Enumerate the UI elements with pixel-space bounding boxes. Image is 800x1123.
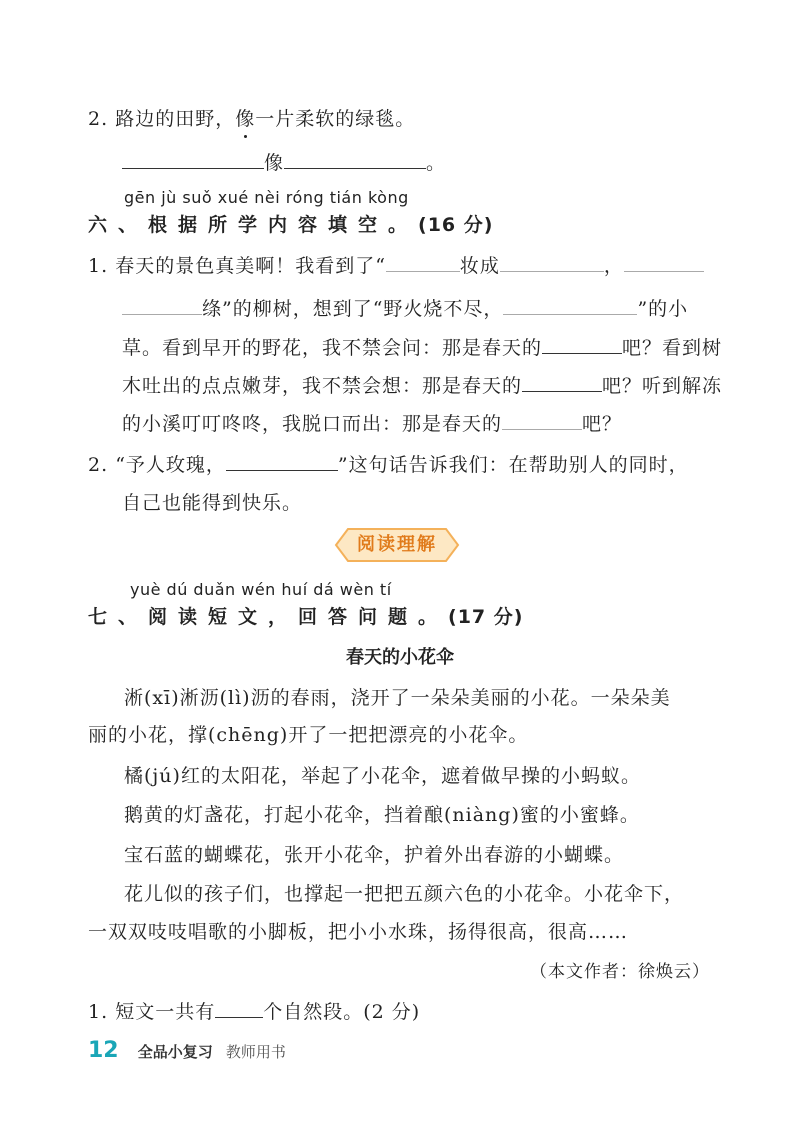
question-number: 2.	[88, 454, 109, 476]
line-text: 春天的景色真美啊！我看到了“	[115, 255, 386, 277]
section7-heading-text: 七、阅读短文，回答问题。	[88, 606, 449, 628]
fill-line-simile	[122, 148, 446, 175]
page-footer	[88, 1038, 286, 1063]
s6-q2-line2: 自己也能得到快乐。	[122, 492, 303, 514]
s6-q1-line1	[88, 251, 704, 278]
s6-q1-line4	[122, 371, 722, 398]
blank[interactable]	[503, 296, 637, 315]
passage-author: （本文作者：徐焕云）	[530, 962, 710, 982]
passage-para5-line2: 一双双吱吱唱歌的小脚板，把小小水珠，扬得很高，很高……	[88, 921, 629, 943]
blank[interactable]	[522, 373, 602, 392]
passage-title: 春天的小花伞	[346, 647, 454, 668]
fill-connector: 像	[264, 152, 285, 174]
s7-q1	[88, 997, 420, 1024]
blank[interactable]	[624, 253, 704, 272]
passage-para3: 鹅黄的灯盏花，打起小花伞，挡着酿(niàng)蜜的小蜜蜂。	[124, 804, 640, 826]
line-text: 的小溪叮叮咚咚，我脱口而出：那是春天的	[122, 413, 503, 435]
line-text: “予人玫瑰，	[115, 454, 226, 476]
footer-brand: 全品小复习	[137, 1043, 213, 1061]
line-text: ，	[603, 255, 624, 277]
blank[interactable]	[542, 335, 622, 354]
passage-para1-line2: 丽的小花，撑(chēng)开了一把把漂亮的小花伞。	[88, 724, 529, 746]
blank[interactable]	[215, 999, 263, 1018]
line-text: 绦”的柳树，想到了“野火烧不尽，	[202, 298, 504, 320]
line-text: 个自然段。(2 分)	[263, 1001, 421, 1023]
passage-para1-line1: 淅(xī)淅沥(lì)沥的春雨，浇开了一朵朵美丽的小花。一朵朵美	[124, 687, 671, 709]
blank[interactable]	[226, 452, 338, 471]
question-2-top	[88, 104, 415, 131]
section6-heading	[88, 210, 493, 237]
passage-para5-line1: 花儿似的孩子们，也撑起一把把五颜六色的小花伞。小花伞下，	[124, 883, 685, 905]
footer-subtitle: 教师用书	[225, 1043, 286, 1061]
s6-q1-line3	[122, 333, 722, 360]
line-text: 短文一共有	[115, 1001, 216, 1023]
line-text: 木吐出的点点嫩芽，我不禁会想：那是春天的	[122, 375, 523, 397]
s6-q1-line5	[122, 409, 622, 436]
reading-comprehension-badge	[334, 527, 460, 563]
line-text: 妆成	[459, 255, 500, 277]
section6-heading-text: 六、根据所学内容填空。	[88, 214, 419, 236]
line-text: 草。看到早开的野花，我不禁会问：那是春天的	[122, 337, 543, 359]
section6-pinyin: gēn jù suǒ xué nèi róng tián kòng	[124, 188, 409, 207]
page-number: 12	[88, 1038, 119, 1063]
passage-para2: 橘(jú)红的太阳花，举起了小花伞，遮着做早操的小蚂蚁。	[124, 765, 641, 787]
blank[interactable]	[386, 253, 460, 272]
blank[interactable]	[122, 296, 202, 315]
section7-score: (17 分)	[448, 606, 524, 628]
blank-1[interactable]	[122, 150, 264, 169]
line-text: ”这句话告诉我们：在帮助别人的同时，	[337, 454, 689, 476]
line-text: 吧？听到解冻	[602, 375, 723, 397]
line-text: ”的小	[637, 298, 689, 320]
line-text: 吧？看到树	[622, 337, 723, 359]
section6-score: (16 分)	[418, 214, 494, 236]
fill-end: 。	[426, 152, 447, 174]
question-number: 2.	[88, 108, 109, 130]
question-number: 1.	[88, 255, 109, 277]
blank[interactable]	[500, 253, 604, 272]
passage-para4: 宝石蓝的蝴蝶花，张开小花伞，护着外出春游的小蝴蝶。	[124, 844, 625, 866]
line-text: 吧？	[582, 413, 623, 435]
emphasis-char: 像	[235, 104, 255, 131]
s6-q2-line1	[88, 450, 689, 477]
badge-label: 阅读理解	[357, 534, 437, 555]
section7-pinyin: yuè dú duǎn wén huí dá wèn tí	[130, 580, 392, 599]
blank-2[interactable]	[284, 150, 426, 169]
question-text: 路边的田野，	[115, 108, 236, 130]
s6-q1-line2	[122, 294, 688, 321]
question-number: 1.	[88, 1001, 109, 1023]
section7-heading	[88, 602, 523, 629]
blank[interactable]	[502, 411, 582, 430]
question-text-end: 一片柔软的绿毯。	[255, 108, 416, 130]
